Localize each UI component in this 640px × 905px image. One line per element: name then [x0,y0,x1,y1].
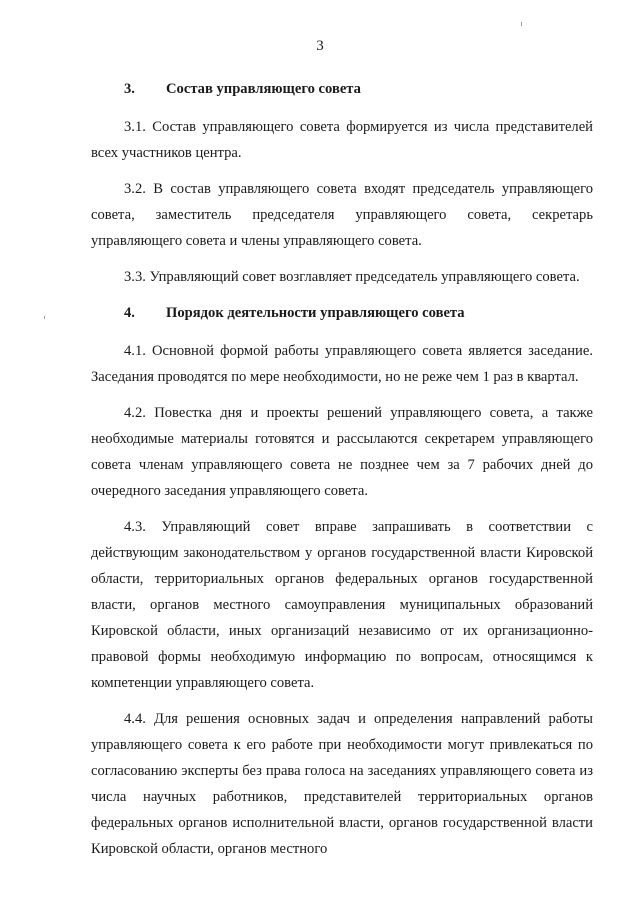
scan-mark-top [521,22,522,26]
document-body [91,76,593,862]
section-4-title: Порядок деятельности управляющего совета [166,305,465,321]
section-3-heading [91,76,593,102]
paragraph-4-3: 4.3. Управляющий совет вправе запрашивать в соответствии с действующим законодательством у органов государственной власти Кировской области, территориальных органов федеральных органов государственной власти, органов местного самоуправления муниципальных образований Кировской области, иных организаций независимо от их организационно-правовой формы необходимую информацию по вопросам, относящимся к компетенции управляющего совета. [91,519,593,691]
paragraph-4-4: 4.4. Для решения основных задач и определения направлений работы управляющего совета к его работе при необходимости могут привлекаться по согласованию эксперты без права голоса на заседаниях управляющего совета из числа научных работников, представителей территориальных органов федеральных органов исполнительной власти, органов государственной власти Кировской области, органов местного [91,711,593,857]
paragraph-3-1: 3.1. Состав управляющего совета формируется из числа представителей всех участников центра. [91,119,593,161]
section-4-number: 4. [124,305,135,321]
section-4-heading [91,300,593,326]
page-number: 3 [316,38,324,54]
paragraph-3-3: 3.3. Управляющий совет возглавляет председатель управляющего совета. [124,269,580,285]
section-3-title: Состав управляющего совета [166,81,361,97]
paragraph-4-1: 4.1. Основной формой работы управляющего совета является заседание. Заседания проводятся по мере необходимости, но не реже чем 1 раз в квартал. [91,343,593,385]
paragraph-3-2: 3.2. В состав управляющего совета входят председатель управляющего совета, заместитель председателя управляющего совета, секретарь управляющего совета и члены управляющего совета. [91,181,593,249]
paragraph-4-2: 4.2. Повестка дня и проекты решений управляющего совета, а также необходимые материалы готовятся и рассылаются секретарем управляющего совета членам управляющего совета не позднее чем за 7 рабочих дней до очередного заседания управляющего совета. [91,405,593,499]
section-3-number: 3. [124,81,135,97]
scan-mark-left [44,316,45,319]
